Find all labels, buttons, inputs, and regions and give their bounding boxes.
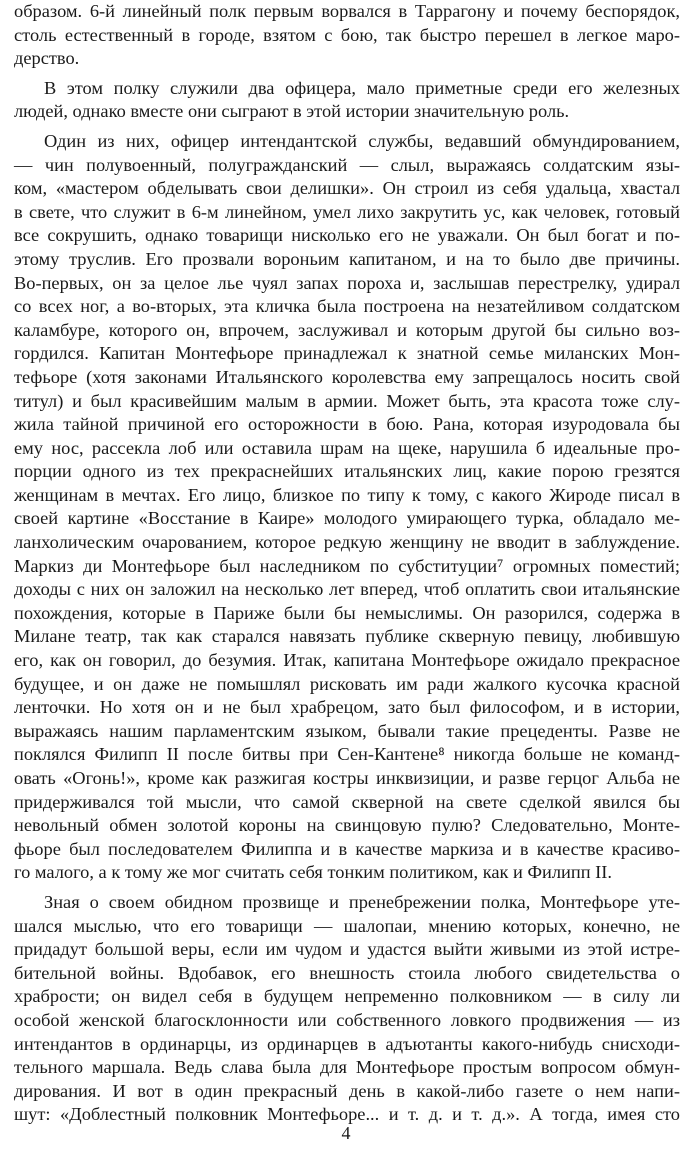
text-line: бительной войны. Вдобавок, его внешность стоила любого свидетельства о [14,962,680,983]
text-line: доходы с них он заложил на несколько лет вперед, чтоб оплатить свои итальянские [14,579,680,600]
text-line: его, как он говорил, до безумия. Итак, капитана Монтефьоре ожидало прекрасное [14,650,680,671]
text-line: ему нос, рассекла лоб или оставила шрам на щеке, нарушила б идеальные про- [14,437,680,458]
text-line: придерживался той мысли, что самой скверной на свете сделкой явился бы [14,791,680,812]
paragraph [14,77,680,124]
text-line: невольный обмен золотой короны на свинцовую пулю? Следовательно, Монте- [14,815,680,836]
text-line: в свете, что служит в 6-м линейном, умел лихо закрутить ус, как человек, готовый [14,201,680,222]
text-line: — чин полувоенный, полугражданский — слыл, выражаясь солдатским язы- [14,154,680,175]
text-line: гордился. Капитан Монтефьоре принадлежал к знатной семье миланских Мон- [14,343,680,364]
text-line: придадут большой веры, если им чудом и удастся выйти живыми из этой истре- [14,939,680,960]
text-line: будущее, и он даже не помышлял рисковать им ради жалкого кусочка красной [14,673,680,694]
text-line: титул) и был красивейшим малым в армии. Может быть, эта красота тоже слу- [14,390,680,411]
text-line: го малого, а к тому же мог считать себя тонким политиком, как и Филипп II. [14,862,613,883]
text-line: Один из них, офицер интендантской службы, ведавший обмундированием, [44,130,680,151]
text-line: Милане театр, так как старался навязать публике скверную певицу, любившую [14,626,680,647]
text-line: этому труслив. Его прозвали вороньим капитаном, и на то было две причины. [14,248,680,269]
text-line: жила тайной причиной его осторожности в бою. Рана, которая изуродовала бы [14,414,680,435]
text-line: особой женской благосклонности или собственного ловкого продвижения — из [14,1009,680,1030]
text-line: похождения, которые в Париже были бы немыслимы. Он разорился, содержа в [14,602,680,623]
text-line: Маркиз ди Монтефьоре был наследником по субституции⁷ огромных поместий; [14,555,680,576]
text-line: женщинам в мечтах. Его лицо, близкое по типу к тому, с какого Жироде писал в [14,484,680,505]
text-line: шут: «Доблестный полковник Монтефьоре... и т. д. и т. д.». А тогда, имея сто [14,1104,680,1125]
text-line: поклялся Филипп II после битвы при Сен-Кантене⁸ никогда больше не команд- [14,744,680,765]
text-line: ком, «мастером обделывать свои делишки». Он строил из себя удальца, хвастал [14,178,680,199]
text-line: порции одного из тех прекраснейших итальянских лиц, какие порою грезятся [14,461,680,482]
text-line: образом. 6-й линейный полк первым ворвался в Таррагону и почему беспорядок, [14,1,680,21]
paragraph [14,130,680,885]
text-line: все сокрушить, однако товарищи нисколько его не уважали. Он был богат и по- [14,225,680,246]
text-line: интендантов в ординарцы, из ординарцев в адъютанты какого-нибудь снисходи- [14,1033,680,1054]
text-line: дерство. [14,48,80,69]
text-line: овать «Огонь!», кроме как разжигая костры инквизиции, и разве герцог Альба не [14,768,680,788]
text-line: ленточки. Но хотя он и не был храбрецом, зато был философом, и в истории, [14,697,680,718]
text-line: людей, однако вместе они сыграют в этой истории значительную роль. [14,101,570,122]
text-line: тельного маршала. Ведь слава была для Монтефьоре простым вопросом обмун- [14,1057,680,1078]
text-line: дирования. И вот в один прекрасный день в какой-либо газете о нем напи- [14,1080,680,1101]
paragraph [14,0,680,71]
text-line: тефьоре (хотя законами Итальянского королевства ему запрещалось носить свой [14,366,680,387]
text-line: храбрости; он видел себя в будущем непременно полковником — в силу ли [14,986,680,1007]
text-line: фьоре был последователем Филиппа и в качестве маркиза и в качестве красиво- [14,838,680,859]
text-line: со всех ног, а во-вторых, эта кличка была построена на незатейливом солдатском [14,296,680,317]
text-line: своей картине «Восстание в Каире» молодого умирающего турка, обладало ме- [14,508,680,529]
text-line: выражаясь нашим парламентским языком, бывали такие прецеденты. Разве не [14,720,680,741]
text-line: В этом полку служили два офицера, мало приметные среди его железных [44,77,680,98]
text-line: Во-первых, он за целое лье чуял запах пороха и, заслышав перестрелку, удирал [14,272,680,293]
text-line: шался мыслью, что его товарищи — шалопаи, мнению которых, конечно, не [14,915,680,936]
text-line: Зная о своем обидном прозвище и пренебрежении полка, Монтефьоре уте- [44,891,680,912]
text-line: столь естественный в городе, взятом с бою, так быстро перешел в легкое маро- [14,24,680,45]
text-line: каламбуре, которого он, впрочем, заслуживал и которым другой бы сильно воз- [14,319,680,340]
paragraph [14,891,680,1127]
page-number: 4 [341,1123,351,1143]
page-body [14,0,680,1127]
text-line: ланхолическим очарованием, которое редкую женщину не вводит в заблуждение. [14,532,680,553]
